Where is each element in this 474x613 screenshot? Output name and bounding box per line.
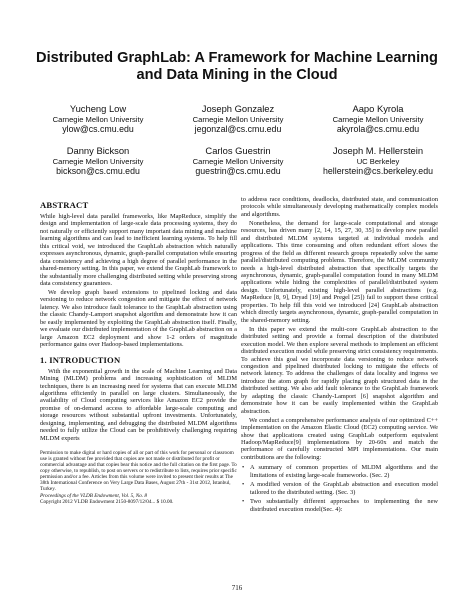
author-block (28, 145, 168, 177)
section-heading-introduction: 1. INTRODUCTION (40, 354, 121, 365)
abstract-paragraph: While high-level data parallel frameworks, like MapReduce, simplify the design and implementation of large-scale data processing systems, they do not naturally or efficiently support many important data mining and machine learning algorithms and can lead to inefficient learning systems. To help fill this critical void, we introduced the GraphLab abstraction which naturally expresses asynchronous, dynamic, graph-parallel computation while ensuring data consistency and achieving a high degree of parallel performance in the shared-memory setting. In this paper, we extend the GraphLab framework to the substantially more challenging distributed setting while preserving strong data consistency guarantees. (40, 213, 237, 288)
page-number: 716 (231, 584, 243, 592)
contribution-text: A modified version of the GraphLab abstraction and execution model tailored to the distributed setting. (Sec. 3) (250, 481, 438, 496)
contribution-item (241, 481, 438, 496)
author-email: jegonzal@cs.cmu.edu (194, 123, 282, 134)
contribution-text: A summary of common properties of MLDM algorithms and the limitations of existing large-scale frameworks. (Sec. 2) (250, 464, 438, 479)
abstract-paragraph: We develop graph based extensions to pipelined locking and data versioning to reduce network congestion and mitigate the effect of network latency. We also introduce fault tolerance to the GraphLab abstraction using the classic Chandy-Lamport snapshot algorithm and demonstrate how it can be easily implemented by exploiting the GraphLab abstraction itself. Finally, we evaluate our distributed implementation of the GraphLab abstraction on a large Amazon EC2 deployment and show 1-2 orders of magnitude performance gains over Hadoop-based implementations. (40, 289, 237, 349)
author-name: Yucheng Low (69, 103, 127, 114)
author-affiliation: Carnegie Mellon University (192, 156, 284, 166)
permission-notice (40, 450, 237, 504)
body-paragraph: We conduct a comprehensive performance analysis of our optimized C++ implementation on the Amazon Elastic Cloud (EC2) computing service. We show that applications created using GraphLab outperform equivalent Hadoop/MapReduce[9] implementations by 20-60x and match the performance of carefully constructed MPI implementations. Our main contributions are the following: (241, 416, 438, 461)
body-paragraph: to address race conditions, deadlocks, distributed state, and communication protocols while simultaneously developing mathematically complex models and algorithms. (241, 196, 438, 218)
author-name: Joseph Gonzalez (201, 103, 275, 114)
author-email: akyrola@cs.cmu.edu (336, 123, 420, 134)
author-block (168, 103, 308, 135)
contribution-list (241, 464, 438, 513)
author-name: Aapo Kyrola (352, 103, 404, 114)
author-affiliation: Carnegie Mellon University (52, 156, 144, 166)
author-affiliation: UC Berkeley (356, 156, 400, 166)
author-row-1 (28, 103, 448, 135)
author-block (28, 103, 168, 135)
author-block (168, 145, 308, 177)
contribution-item (241, 464, 438, 479)
proceedings-text: Proceedings of the VLDB Endowment, Vol. 5, No. 8 (40, 492, 148, 499)
author-row-2 (28, 145, 448, 177)
body-paragraph: Nonetheless, the demand for large-scale computational and storage resources, has driven many [2, 14, 15, 27, 30, 35] to develop new parallel and distributed MLDM systems targeted at individual models and applications. This time consuming and often redundant effort slows the progress of the field as different research groups repeatedly solve the same parallel/distributed computing problems. Therefore, the MLDM community needs a high-level distributed abstraction that specifically targets the asynchronous, dynamic, graph-parallel computation found in many MLDM applications while hiding the complexities of parallel/distributed system design. Unfortunately, existing high-level parallel abstractions (e.g. MapReduce [8, 9], Dryad [19] and Pregel [25]) fail to support these critical properties. To help fill this void we introduced [24] GraphLab abstraction which directly targets asynchronous, dynamic, graph-parallel computation in the shared-memory setting. (241, 219, 438, 324)
copyright-line: Copyright 2012 VLDB Endowment 2150-8097/12/04... $ 10.00. (40, 498, 174, 505)
permission-text: Permission to make digital or hard copies of all or part of this work for personal or classroom use is granted without fee provided that copies are not made or distributed for profit or commercial advantage and that copies bear this notice and the full citation on the first page. To copy otherwise, to republish, to post on servers or to redistribute to lists, requires prior specific permission and/or a fee. Articles from this volume were invited to present their results at The 38th International Conference on Very Large Data Bases, August 27th - 31st 2012, Istanbul, Turkey. (40, 450, 237, 493)
contribution-item (241, 498, 438, 513)
author-affiliation: Carnegie Mellon University (52, 114, 144, 124)
bullet-icon: • (242, 481, 245, 489)
title-line-1: Distributed GraphLab: A Framework for Machine Learning (36, 50, 438, 66)
author-affiliation: Carnegie Mellon University (332, 114, 424, 124)
bullet-icon: • (242, 464, 245, 472)
author-name: Carlos Guestrin (205, 145, 271, 156)
title-line-2: and Data Mining in the Cloud (136, 67, 338, 83)
author-email: hellerstein@cs.berkeley.edu (323, 165, 433, 176)
left-column (40, 200, 237, 505)
author-block (308, 145, 448, 177)
author-email: guestrin@cs.cmu.edu (195, 165, 281, 176)
author-email: bickson@cs.cmu.edu (56, 165, 140, 176)
bullet-icon: • (242, 498, 245, 506)
author-affiliation: Carnegie Mellon University (192, 114, 284, 124)
abstract-heading: ABSTRACT (40, 200, 89, 210)
body-paragraph: In this paper we extend the multi-core GraphLab abstraction to the distributed setting and provide a formal description of the distributed execution model. We then explore several methods to implement an efficient distributed execution model while preserving strict consistency requirements. To achieve this goal we incorporate data versioning to reduce network congestion and pipelined distributed locking to mitigate the effects of network latency. To address the challenges of data locality and ingress we introduce the atom graph for rapidly placing graph structured data in the distributed setting. We also add fault tolerance to the GraphLab framework by adapting the classic Chandy-Lamport [6] snapshot algorithm and demonstrate how it can be easily implemented within the GraphLab abstraction. (241, 325, 438, 415)
paper-title (20, 50, 454, 84)
right-column (241, 196, 438, 515)
author-email: ylow@cs.cmu.edu (62, 123, 134, 134)
contribution-text: Two substantially different approaches to implementing the new distributed execution model(Sec. 4): (250, 498, 438, 513)
author-block (308, 103, 448, 135)
author-name: Danny Bickson (66, 145, 130, 156)
intro-paragraph: With the exponential growth in the scale of Machine Learning and Data Mining (MLDM) problems and increasing sophistication of MLDM techniques, there is an increasing need for systems that can execute MLDM algorithms efficiently in parallel on large clusters. Simultaneously, the availability of Cloud computing services like Amazon EC2 provide the promise of on-demand access to affordable large-scale computing and storage resources without substantial upfront investments. Unfortunately, designing, implementing, and debugging the distributed MLDM algorithms needed to fully utilize the Cloud can be prohibitively challenging requiring MLDM experts (40, 367, 237, 442)
author-name: Joseph M. Hellerstein (332, 145, 424, 156)
